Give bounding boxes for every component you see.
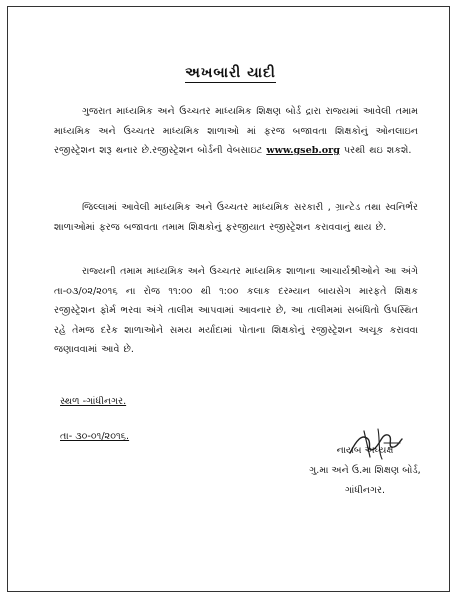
paragraph-district [54, 198, 418, 237]
signatory-city: ગાંધીનગર. [344, 485, 385, 496]
date-text: તા- ૩૦-૦૧/૨૦૧૬. [60, 431, 130, 442]
signatory-designation: નાયબ અધ્યક્ષ [336, 445, 394, 456]
signatory-office: ગુ.મા અને ઉ.મા શિક્ષણ બોર્ડ, [309, 465, 421, 476]
paragraph-1-text-end: પરથી થઇ શકશે. [339, 145, 412, 156]
place-line [60, 396, 126, 407]
paragraph-1-text-start: ગુજરાત માધ્યમિક અને ઉચ્ચતર માધ્યમિક શિક્ષણ બોર્ડ દ્રારા રાજ્યમાં આવેલી તમામ માધ્યમિક અને ઉચ્ચતર માધ્યમિક શાળાઓ માં ફરજ બજાવતા શિક્ષકોનું ઓનલાઇન રજીસ્ટ્રેશન શરૂ થનાર છે.રજીસ્ટ્રેશન બોર્ડની વેબસાઇટ [54, 106, 418, 156]
place-text: સ્થળ -ગાંધીનગર. [60, 396, 127, 407]
paragraph-3-text: રાજ્યની તમામ માધ્યમિક અને ઉચ્ચતર માધ્યમિક શાળાના આચાર્યશ્રીઓને આ અંગે તા-૦૩/૦૨/૨૦૧૬ ના રોજ ૧૧:૦૦ થી ૧:૦૦ કલાક દરમ્યાન બાયસેગ મારફતે શિક્ષક રજીસ્ટ્રેશન ફોર્મ ભરવા અંગે તાલીમ આપવામાં આવનાર છે, આ તાલીમમાં સબંધિતો ઉપસ્થિત રહે તેમજ દરેક શાળાઓને સમય મર્યાદામાં પોતાના શિક્ષકોનું રજીસ્ટ્રેશન અચૂક કરાવવા જણાવવામાં આવે છે. [54, 266, 418, 355]
date-line [60, 431, 129, 442]
website-link[interactable]: www.gseb.org [266, 145, 340, 156]
paragraph-2-text: જિલ્લામાં આવેલી માધ્યમિક અને ઉચ્ચતર માધ્યમિક સરકારી , ગ્રાન્ટેડ તથા સ્વનિર્ભર શાળાઓમાં ફરજ બજાવતા તમામ શિક્ષકોનું ફરજીયાત રજીસ્ટ્રેશન કરાવવાનું થાય છે. [54, 202, 418, 233]
paragraph-training [54, 262, 418, 360]
page-title [0, 65, 461, 81]
title-text: અખબારી યાદી [185, 65, 276, 81]
paragraph-registration [54, 102, 418, 161]
